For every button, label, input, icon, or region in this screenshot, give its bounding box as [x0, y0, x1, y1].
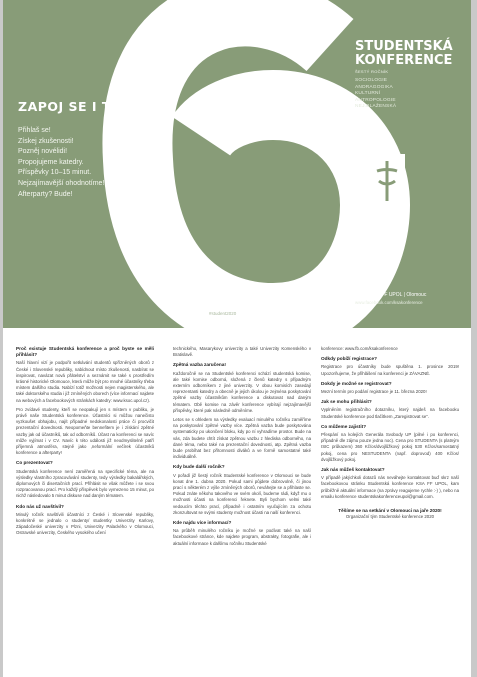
question-heading: Odkdy pobíží registrace? [321, 356, 378, 362]
question-heading: Kde najdu více informací? [173, 520, 232, 526]
paragraph: Přespání na kolejích Generála Svobody UP (pilné i po konferenci, případně dle zájmu pouze jedna noc). Cena pro STUDENTA (s platným ISIC průkazem) 360 Kč/os/dvojlůžkový pokoj 530 Kč/os/samostatný pokoj, cena pro NESTUDENTA (např. doprovod) 400 Kč/os/ dvojlůžkový pokoj. [321, 432, 459, 462]
hero-line: Nejzajímavější ohodnotíme! [18, 179, 105, 187]
hero-lines [18, 126, 158, 200]
hero-line: Pozněj novélidi! [18, 148, 68, 156]
web-link[interactable]: www.facebook.com/ksakonference [355, 300, 423, 305]
hero-line: Přihlaš se! [18, 127, 51, 134]
brand-line1: STUDENTSKÁ [355, 39, 453, 54]
paragraph: Registrace pro účastníky bude spuštěna 1. prosince 2019! Upozorňujeme, že přihlášení na konferenci je ZÁVAZNÉ. [321, 364, 459, 376]
column-1 [16, 346, 154, 540]
topic-item: ANTROPOLOGIE [355, 97, 396, 103]
hero-line: Příspěvky 10–15 minut. [18, 169, 92, 177]
paragraph: Minulý ročník navštívili účastníci z České i Slovenské republiky, konkrétně se jednalo o studenty/ studentky Univerzity Karlovy, Západočeské univerzity v Plzni, Univerzity Palackého v Olomouci, Ostravské univerzity, Českého vysokého učení [16, 511, 154, 536]
hero-banner [3, 0, 471, 328]
column-3 [321, 346, 459, 523]
paragraph: Každoročně se na Studentské konferenci schází studentská komise, ale také komise odborná, složená z členů katedry s případným externím odborníkem z jiné univerzity. V obou komisích zasedají reprezentanti katedry a obecně je jejich úkolou je zejména poskytování zpětné vazby účastníkům konference a diskutovat nad daným tématem. Obě komise na závěr konference vybírají nejzajímavější příspěvky, které pak následně odměníme. [173, 370, 311, 413]
brand-line2: KONFERENCE [355, 53, 453, 68]
question-heading: Co prezentovat? [16, 460, 53, 466]
topics-list [355, 78, 396, 111]
topic-item: SOCIOLOGIE [355, 78, 388, 83]
paragraph: technického, Masarykovy univerzity a také Univerzity Komenského v Bratislavě. [173, 346, 311, 358]
paragraph: V pořadí již šestý ročník Studentské konference v Olomouci se bude konat dne 1. dubna 2020. Pokud sami půjdete dobrovolně, či jinou prací s některém z výše zmíněných oborů, neváhejte se a přihlaste se. Pokud znáte někoho takového ve svém okolí, budeme rádi, když mu o možnosti účasti na konferenci řeknete. Byli bychom velmi také vedoucím těchto prací, případně i ostatním vyučujícím za ochotu zkonzultovat se svými studenty možnost účasti na naší konferenci. [173, 472, 311, 515]
hero-line: Získej zkušenosti! [18, 137, 74, 145]
paragraph: Mezní termín pro podání registrace je 11. března 2020! [321, 389, 427, 395]
hashtag: #student2020 [209, 311, 237, 316]
closing-heading: Těšíme se na setkání v Olomouci na jaře 2020! [338, 508, 442, 514]
paragraph: Naší hlavní vizí je podpořit setkávání studentů spřízněných oborů z České i Slovenské republiky, nabídnout místo zkušenosti, nasbírat se inspirovat, navázat nová přátelství a seznámit se také s prostředím krásné historické Olomouce, která může být pro mnohé účastníky třeba místem dalšího studia. Nabízí totiž možnosti nejen magisterského, ale také doktorského studia i již zmíněných oborech (více informací najdete na webových a facebookových stránkách katedry: www.ksoc.upol.cz). [16, 360, 154, 403]
column-2 [173, 346, 311, 550]
hero-line: Afterparty? Bude! [18, 190, 73, 198]
brand-title [355, 40, 453, 68]
event-info: 1. 4. 2020 | FF UPOL | Olomouc [355, 292, 427, 298]
paragraph: Na průběh minulého ročníku je možné se podívat také na naší facebookové stránce, kde najdete program, abstrakty, fotografie, ale i aktuální informace k dalšímu ročníku Studentské [173, 528, 311, 546]
question-heading: Zpětná vazba zaručena! [173, 362, 226, 368]
question-heading: Jak se mohu přihlásit? [321, 399, 372, 405]
paragraph: Letos se s ohledem na výsledky evaluací minulého ročníku zaměříme na poskytování zpětné vazby více. Zpětná vazba bude poskytována systematicky po ukončení bloku, kdy po ní vyhradíme prostor. Bude na vás, zda budete chtít získat zpětnou vazbu z hlediska odborného, na dané téma, nebo také na prezentační dovednosti, atp. Zpětná vazba bude probíhat bez přítomnosti diváků a ve formě samostatné také individuálně. [173, 417, 311, 460]
paragraph: V případě jakýchkoli dotazů nás neváhejte kontaktovat buď skrz naší facebookovou stránku Studentská konference KSA FF UPOL, kam průběžně aktuální informace (na zprávy reagujeme rychle :-) ), nebo na emailu konference studentskakonferenceupol@gmail.com. [321, 475, 459, 499]
question-heading: Kdo nás už navštívil? [16, 503, 64, 509]
question-heading: Kdy bude další ročník? [173, 464, 225, 470]
paragraph: Pro zvídavé studenty, kteří se neopakují jen s místem v publiku, je právě naše Studentská konference. Účastníci si můžou nanečisto vyzkoušet obhajobu, najít případné nedokonalosti práce či procvičit prezentační dovednosti. Neopomeňte bennefitem je i získání zpětné vazby jak od účastníků, tak od odborníků. Účast na konferenci se navíc může vyjímat i v CV. Navíc k této události již neodmyslitelně patří příjemná atmosféra, stejně jako ‚neformální večírek účastníků konference a afterparty! [16, 406, 154, 456]
brand-subtitle: ŠESTÝ ROČNÍK [355, 69, 389, 74]
topic-item: ANDRAGOGIKA [355, 84, 393, 90]
topic-item: KULTURNÍ [355, 91, 381, 97]
paragraph: Studentská konference není zaměřená na specifické téma, ale na výsledky vlastního zpracovávání studenty, tedy výsledky bakalářských, diplomových či disertačních prací. Příhlásit se však můžete i se svou rozpracovanou prací. Pro každý příspěvek bylo vymezeno 15 minut, po nichž následovalo 5 minut diskuse nad daným tématem. [16, 468, 154, 499]
university-crest-icon [365, 151, 409, 209]
question-heading: Proč existuje Studentská konference a proč byste se měli přihlásit? [16, 346, 154, 358]
brochure-page [3, 0, 471, 677]
question-heading: Jak nás můžeš kontaktovat? [321, 467, 385, 473]
closing-signature: Organizační tým Studentské konference 2020 [345, 514, 435, 520]
question-heading: Co můžeme zajistit? [321, 423, 367, 429]
hero-title: ZAPOJ SE I TY! [18, 99, 127, 114]
question-heading: Dokdy je možné se registrovat? [321, 380, 392, 386]
paragraph: konference: www.fb.com/ksakonference [321, 346, 398, 351]
paragraph: Vyplněním registračního dotazníku, který najdeš na facebooku Studentské konference pod tlačítkem „Zaregistrovat se“. [321, 407, 459, 419]
hero-line: Propojujeme katedry. [18, 158, 84, 166]
topic-item: NEJ.BLAŽENSKÁ [355, 104, 397, 110]
